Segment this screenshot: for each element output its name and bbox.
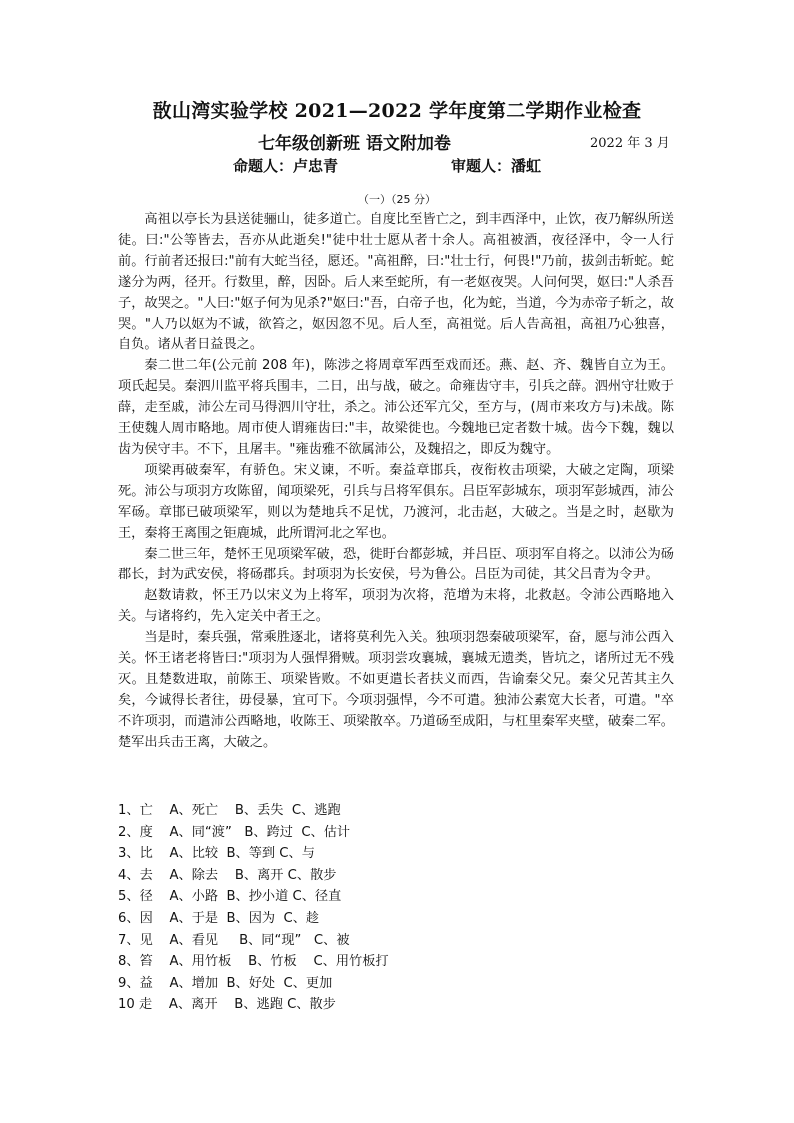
passage-paragraph: 赵数请救，怀王乃以宋义为上将军，项羽为次将，范增为末将，北救赵。令沛公西略地入关。与诸将约，先入定关中者王之。: [118, 588, 674, 625]
question-item: 6、因 A、于是 B、因为 C、趁: [118, 910, 320, 926]
question-item: 4、去 A、除去 B、离开 C、散步: [118, 867, 337, 883]
authors-line: [233, 155, 542, 176]
passage-paragraph: 秦二世三年，楚怀王见项梁军破，恐，徙盱台都彭城，并吕臣、项羽军自将之。以沛公为砀郡长，封为武安侯，将砀郡兵。封项羽为长安侯，号为鲁公。吕臣为司徒，其父吕青为令尹。: [118, 546, 674, 583]
question-item: 5、径 A、小路 B、抄小道 C、径直: [118, 889, 342, 905]
passage-paragraph: 项梁再破秦军，有骄色。宋义谏，不听。秦益章邯兵，夜衔枚击项梁，大破之定陶，项梁死。沛公与项羽方攻陈留，闻项梁死，引兵与吕将军俱东。吕臣军彭城东，项羽军彭城西，沛公军砀。章邯已破项梁军，则以为楚地兵不足忧，乃渡河，北击赵，大破之。当是之时，赵歇为王，秦将王离围之钜鹿城，此所谓河北之军也。: [118, 462, 674, 541]
question-reviewer: 审题人：潘虹: [451, 157, 542, 175]
question-item: 8、笞 A、用竹板 B、竹板 C、用竹板打: [118, 954, 389, 970]
classical-passage: [118, 210, 674, 754]
vocabulary-questions: [118, 800, 389, 1016]
passage-paragraph: 秦二世二年(公元前 208 年)，陈涉之将周章军西至戏而还。燕、赵、齐、魏皆自立为王。项氏起吴。秦泗川监平将兵围丰，二日，出与战，破之。命雍齿守丰，引兵之薛。泗州守壮败于薛，走至戚，沛公左司马得泗川守壮，杀之。沛公还军亢父，至方与，(周市来攻方与)未战。陈王使魏人周市略地。周市使人谓雍齿曰:"丰，故梁徙也。今魏地已定者数十城。齿今下魏，魏以齿为侯守丰。不下，且屠丰。"雍齿雅不欲属沛公，及魏招之，即反为魏守。: [118, 358, 674, 457]
section-heading: （一）（25 分）: [358, 193, 436, 206]
exam-subtitle: 七年级创新班 语文附加卷: [258, 134, 451, 154]
question-item: 10 走 A、离开 B、逃跑 C、散步: [118, 997, 336, 1013]
question-item: 3、比 A、比较 B、等到 C、与: [118, 846, 315, 862]
passage-paragraph: 高祖以亭长为县送徒骊山，徒多道亡。自度比至皆亡之，到丰西泽中，止饮，夜乃解纵所送徒。曰:"公等皆去，吾亦从此逝矣!"徒中壮士愿从者十余人。高祖被酒，夜径泽中，令一人行前。行前者还报曰:"前有大蛇当径，愿还。"高祖醉，曰:"壮士行，何畏!"乃前，拔剑击斩蛇。蛇遂分为两，径开。行数里，醉，因卧。后人来至蛇所，有一老妪夜哭。人问何哭，妪曰:"人杀吾子，故哭之。"人曰:"妪子何为见杀?"妪曰:"吾，白帝子也，化为蛇，当道，今为赤帝子斩之，故哭。"人乃以妪为不诚，欲笞之，妪因忽不见。后人至，高祖觉。后人告高祖，高祖乃心独喜，自负。诸从者日益畏之。: [118, 212, 674, 353]
question-setter: 命题人：卢忠青: [233, 157, 339, 175]
passage-paragraph: 当是时，秦兵强，常乘胜逐北，诸将莫利先入关。独项羽怨秦破项梁军，奋，愿与沛公西入关。怀王诸老将皆曰:"项羽为人强悍猾贼。项羽尝攻襄城，襄城无遗类，皆坑之，诸所过无不残灭。且楚数进取，前陈王、项梁皆败。不如更遣长者扶义而西，告谕秦父兄。秦父兄苦其主久矣，今诚得长者往，毋侵暴，宜可下。今项羽强悍，今不可遣。独沛公素宽大长者，可遣。"卒不许项羽，而遣沛公西略地，收陈王、项梁散卒。乃道砀至成阳，与杠里秦军夹壁，破秦二军。楚军出兵击王离，大破之。: [118, 630, 674, 750]
question-item: 2、度 A、同“渡” B、跨过 C、估计: [118, 824, 351, 840]
question-item: 9、益 A、增加 B、好处 C、更加: [118, 975, 333, 991]
question-item: 1、亡 A、死亡 B、丢失 C、逃跑: [118, 803, 341, 818]
question-item: 7、见 A、看见 B、同“现” C、被: [118, 932, 350, 948]
exam-title: 敔山湾实验学校 2021—2022 学年度第二学期作业检查: [152, 100, 642, 122]
exam-date: 2022 年 3 月: [590, 136, 670, 151]
